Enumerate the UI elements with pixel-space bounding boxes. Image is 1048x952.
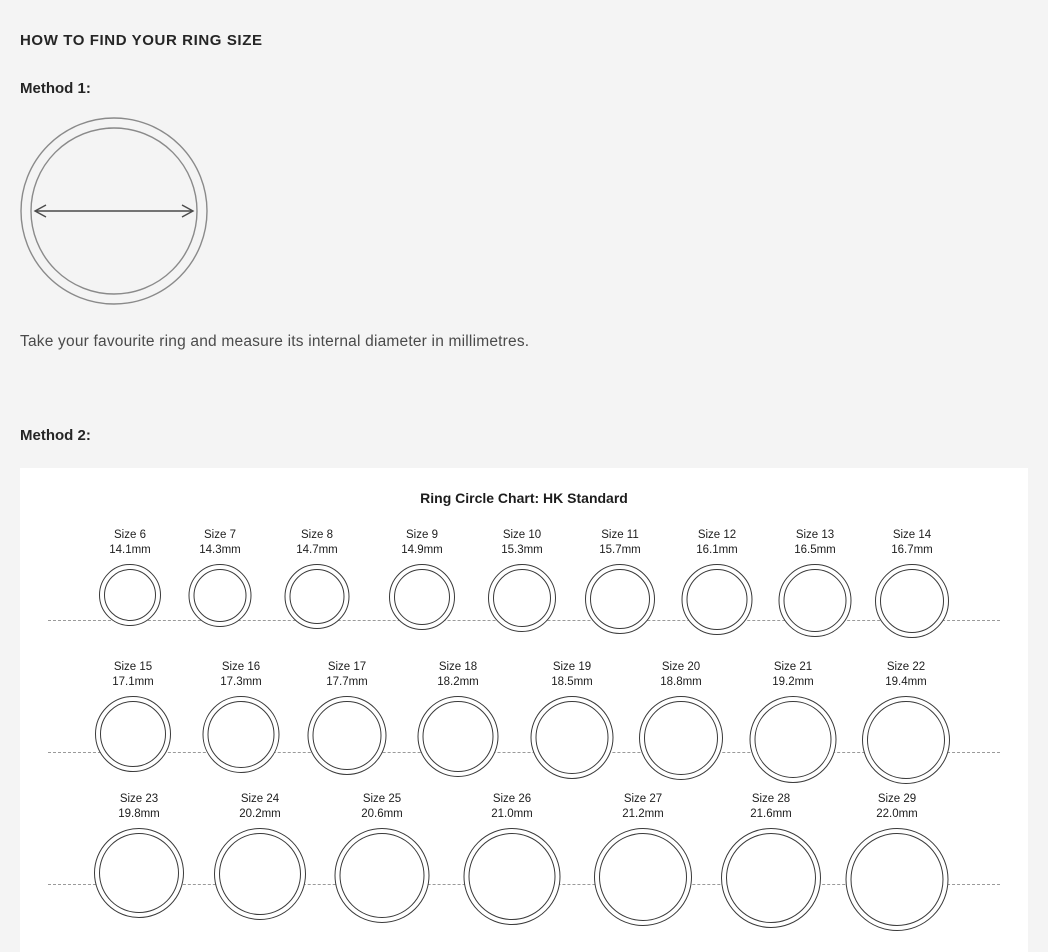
ring-diameter-label: 16.7mm <box>891 544 933 556</box>
ring-size-label: Size 11 <box>601 529 639 541</box>
ring-circle <box>285 564 350 629</box>
ring-circle <box>779 564 852 637</box>
method-1-label: Method 1: <box>20 80 91 97</box>
ring-size-cell <box>721 792 821 928</box>
ring-size-label: Size 20 <box>661 661 701 673</box>
ring-circle <box>846 828 949 931</box>
ring-size-label: Size 24 <box>240 793 280 805</box>
ring-size-label: Size 16 <box>221 661 261 673</box>
ring-circle <box>95 696 171 772</box>
ring-size-cell <box>531 660 614 779</box>
ring-size-label: Size 29 <box>877 793 917 805</box>
ring-diameter-label: 17.3mm <box>220 676 262 688</box>
ring-circle <box>531 696 614 779</box>
ring-size-cell <box>214 792 306 920</box>
method-1-caption: Take your favourite ring and measure its internal diameter in millimetres. <box>20 333 530 350</box>
chart-title: Ring Circle Chart: HK Standard <box>420 490 628 506</box>
ring-diameter-label: 14.7mm <box>296 544 338 556</box>
diameter-arrow-icon <box>35 205 193 217</box>
ring-diameter-label: 15.7mm <box>599 544 641 556</box>
ring-size-label: Size 15 <box>113 661 153 673</box>
ring-diameter-label: 21.6mm <box>750 808 792 820</box>
ring-chart-row <box>20 528 1028 660</box>
ring-diameter-label: 22.0mm <box>876 808 918 820</box>
ring-size-label: Size 22 <box>886 661 926 673</box>
method-2-label: Method 2: <box>20 427 91 444</box>
ring-size-cell <box>585 528 655 634</box>
ring-size-cell <box>594 792 692 926</box>
ring-size-label: Size 8 <box>301 529 333 541</box>
ring-circle <box>639 696 723 780</box>
ring-size-cell <box>285 528 350 629</box>
ring-size-label: Size 12 <box>697 529 737 541</box>
ring-circle <box>750 696 837 783</box>
ring-circle <box>682 564 753 635</box>
ring-diameter-label: 18.5mm <box>551 676 593 688</box>
ring-diameter-label: 17.1mm <box>112 676 154 688</box>
ring-circle <box>308 696 387 775</box>
ring-size-label: Size 18 <box>438 661 478 673</box>
ring-size-cell <box>189 528 252 627</box>
ring-diameter-label: 19.2mm <box>772 676 814 688</box>
ring-diameter-label: 14.9mm <box>401 544 443 556</box>
ring-circle <box>464 828 561 925</box>
ring-size-cell <box>99 528 161 626</box>
ring-diameter-label: 20.6mm <box>361 808 403 820</box>
ring-size-cell <box>335 792 430 923</box>
ring-size-label: Size 26 <box>492 793 532 805</box>
ring-diameter-label: 21.2mm <box>622 808 664 820</box>
ring-size-cell <box>862 660 950 784</box>
ring-circle <box>488 564 556 632</box>
ring-diameter-svg <box>18 115 210 307</box>
ring-circle <box>203 696 280 773</box>
ring-size-cell <box>94 792 184 918</box>
ring-diameter-label: 14.3mm <box>199 544 241 556</box>
ring-circle <box>875 564 949 638</box>
ring-chart-row <box>20 792 1028 924</box>
ring-size-label: Size 19 <box>552 661 592 673</box>
row-guideline <box>48 752 1000 753</box>
ring-diameter-label: 18.2mm <box>437 676 479 688</box>
ring-circle <box>214 828 306 920</box>
ring-circle <box>335 828 430 923</box>
ring-size-cell <box>682 528 753 635</box>
ring-circle <box>862 696 950 784</box>
ring-size-cell <box>875 528 949 638</box>
ring-size-label: Size 17 <box>327 661 367 673</box>
ring-circle <box>585 564 655 634</box>
ring-size-cell <box>779 528 852 637</box>
ring-circle <box>99 564 161 626</box>
ring-size-cell <box>308 660 387 775</box>
ring-size-cell <box>389 528 455 630</box>
ring-size-label: Size 21 <box>773 661 813 673</box>
ring-circle <box>594 828 692 926</box>
ring-diameter-label: 14.1mm <box>109 544 151 556</box>
ring-circle <box>389 564 455 630</box>
ring-size-label: Size 14 <box>892 529 932 541</box>
ring-diameter-label: 16.1mm <box>696 544 738 556</box>
ring-size-label: Size 28 <box>751 793 791 805</box>
ring-size-cell <box>95 660 171 772</box>
ring-size-cell <box>464 792 561 925</box>
ring-size-label: Size 27 <box>623 793 663 805</box>
ring-size-cell <box>203 660 280 773</box>
ring-diameter-label: 18.8mm <box>660 676 702 688</box>
ring-chart-row <box>20 660 1028 792</box>
ring-size-label: Size 13 <box>795 529 835 541</box>
ring-size-cell <box>846 792 949 931</box>
page-title: HOW TO FIND YOUR RING SIZE <box>20 32 263 49</box>
ring-size-label: Size 25 <box>362 793 402 805</box>
ring-circle <box>418 696 499 777</box>
ring-size-cell <box>488 528 556 632</box>
ring-size-label: Size 6 <box>114 529 146 541</box>
ring-size-label: Size 10 <box>502 529 542 541</box>
ring-diameter-label: 17.7mm <box>326 676 368 688</box>
ring-size-cell <box>418 660 499 777</box>
ring-diameter-label: 15.3mm <box>501 544 543 556</box>
ring-size-label: Size 23 <box>119 793 159 805</box>
ring-diameter-label: 21.0mm <box>491 808 533 820</box>
ring-diameter-diagram <box>18 115 210 307</box>
ring-diameter-label: 16.5mm <box>794 544 836 556</box>
ring-size-cell <box>750 660 837 783</box>
ring-diameter-label: 19.8mm <box>118 808 160 820</box>
ring-size-cell <box>639 660 723 780</box>
ring-diameter-label: 19.4mm <box>885 676 927 688</box>
ring-circle <box>94 828 184 918</box>
ring-circle <box>189 564 252 627</box>
ring-size-label: Size 9 <box>406 529 438 541</box>
ring-size-label: Size 7 <box>204 529 236 541</box>
ring-diameter-label: 20.2mm <box>239 808 281 820</box>
ring-circle-chart-panel <box>20 468 1028 952</box>
ring-circle <box>721 828 821 928</box>
